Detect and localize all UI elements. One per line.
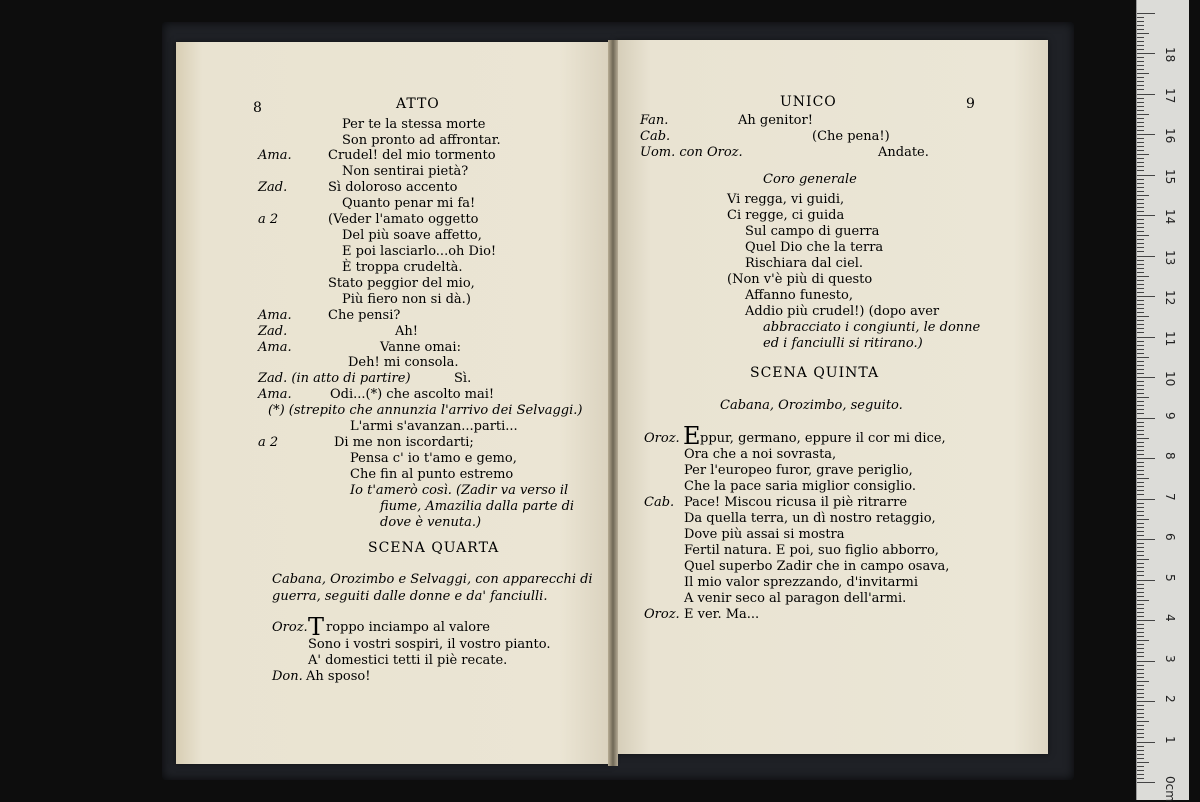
ruler-tick	[1137, 636, 1144, 637]
ruler-label: 14	[1163, 209, 1177, 225]
ruler-label: 12	[1163, 290, 1177, 306]
ruler-tick	[1137, 571, 1144, 572]
ruler-tick	[1137, 377, 1155, 378]
ruler-label: 16	[1163, 128, 1177, 144]
ruler-tick	[1137, 397, 1149, 398]
ruler-tick	[1137, 746, 1144, 747]
speaker-label: a 2	[258, 212, 279, 227]
ruler-label: 9	[1163, 411, 1177, 420]
verse-line: Fertil natura. E poi, suo figlio abborro,	[684, 543, 939, 558]
speaker-label: Ama.	[258, 387, 292, 402]
ruler-tick	[1137, 260, 1144, 261]
ruler-tick	[1137, 280, 1144, 281]
speaker-label: Oroz.	[644, 607, 680, 622]
ruler-tick	[1137, 41, 1144, 42]
ruler-tick	[1137, 608, 1144, 609]
right-page-number: 9	[966, 96, 976, 112]
ruler-tick	[1137, 418, 1155, 419]
verse-line: A venir seco al paragon dell'armi.	[684, 591, 907, 606]
ruler-tick	[1137, 596, 1144, 597]
ruler-tick	[1137, 195, 1149, 196]
ruler-tick	[1137, 53, 1155, 54]
ruler-tick	[1137, 616, 1144, 617]
ruler-tick	[1137, 462, 1144, 463]
ruler-tick	[1137, 697, 1144, 698]
ruler-tick	[1137, 130, 1144, 131]
verse-line: Vanne omai:	[380, 340, 461, 355]
ruler-tick	[1137, 349, 1144, 350]
ruler-tick	[1137, 203, 1144, 204]
ruler-tick	[1137, 770, 1144, 771]
ruler-tick	[1137, 256, 1155, 257]
chorus-line: ed i fanciulli si ritirano.)	[763, 336, 923, 351]
ruler-tick	[1137, 632, 1144, 633]
ruler-tick	[1137, 114, 1149, 115]
ruler-tick	[1137, 61, 1144, 62]
ruler-tick	[1137, 669, 1144, 670]
verse-line: Pace! Miscou ricusa il piè ritrarre	[684, 495, 908, 510]
verse-line: Da quella terra, un dì nostro retaggio,	[684, 511, 936, 526]
ruler-tick	[1137, 547, 1144, 548]
ruler-tick	[1137, 624, 1144, 625]
drop-initial: E	[683, 422, 701, 450]
ruler-tick	[1137, 754, 1144, 755]
ruler-tick	[1137, 588, 1144, 589]
verse-line: Del più soave affetto,	[342, 228, 482, 243]
ruler-tick	[1137, 458, 1155, 459]
ruler-tick	[1137, 57, 1144, 58]
ruler-tick	[1137, 486, 1144, 487]
verse-line: Io t'amerò così. (Zadir va verso il	[350, 483, 569, 498]
ruler-tick	[1137, 782, 1155, 783]
ruler-tick	[1137, 146, 1144, 147]
verse-line: Che pensi?	[328, 308, 401, 323]
chorus-line: Vi regga, vi guidi,	[727, 192, 845, 207]
left-scene-title: SCENA QUARTA	[368, 540, 500, 556]
ruler-tick	[1137, 405, 1144, 406]
ruler-tick	[1137, 543, 1144, 544]
verse-line: E poi lasciarlo...oh Dio!	[342, 244, 497, 259]
ruler-tick	[1137, 584, 1144, 585]
ruler-tick	[1137, 29, 1144, 30]
ruler-tick	[1137, 762, 1149, 763]
ruler-tick	[1137, 179, 1144, 180]
chorus-line: Ci regge, ci guida	[727, 208, 845, 223]
verse-line: Non sentirai pietà?	[342, 164, 469, 179]
chorus-line: Affanno funesto,	[745, 288, 853, 303]
ruler-tick	[1137, 268, 1144, 269]
ruler-tick	[1137, 369, 1144, 370]
ruler-tick	[1137, 94, 1155, 95]
ruler-tick	[1137, 357, 1149, 358]
ruler-tick	[1137, 49, 1144, 50]
ruler-tick	[1137, 705, 1144, 706]
ruler-tick	[1137, 413, 1144, 414]
ruler-label: 15	[1163, 168, 1177, 184]
verse-line: Son pronto ad affrontar.	[342, 133, 501, 148]
ruler-tick	[1137, 446, 1144, 447]
ruler-tick	[1137, 207, 1144, 208]
ruler-tick	[1137, 365, 1144, 366]
ruler-tick	[1137, 721, 1149, 722]
chorus-line: abbracciato i congiunti, le donne	[763, 320, 981, 335]
ruler-tick	[1137, 515, 1144, 516]
right-running-head: UNICO	[780, 94, 837, 110]
ruler-tick	[1137, 454, 1144, 455]
ruler-tick	[1137, 85, 1144, 86]
ruler-tick	[1137, 434, 1144, 435]
chorus-line: Sul campo di guerra	[745, 224, 880, 239]
ruler-tick	[1137, 656, 1144, 657]
ruler-tick	[1137, 154, 1149, 155]
ruler-tick	[1137, 709, 1144, 710]
ruler-tick	[1137, 122, 1144, 123]
ruler-tick	[1137, 187, 1144, 188]
ruler-tick	[1137, 158, 1144, 159]
ruler-tick	[1137, 661, 1155, 662]
ruler-tick	[1137, 640, 1149, 641]
verse-line: Sì doloroso accento	[328, 180, 458, 195]
ruler-tick	[1137, 689, 1144, 690]
verse-line: Più fiero non si dà.)	[342, 292, 471, 307]
verse-line: Quel superbo Zadir che in campo osava,	[684, 559, 950, 574]
ruler-tick	[1137, 316, 1149, 317]
verse-line: roppo inciampo al valore	[326, 620, 490, 635]
ruler-tick	[1137, 733, 1144, 734]
ruler-tick	[1137, 644, 1144, 645]
right-scene-title: SCENA QUINTA	[750, 365, 880, 381]
ruler-tick	[1137, 243, 1144, 244]
ruler-tick	[1137, 693, 1144, 694]
verse-line: dove è venuta.)	[380, 515, 482, 530]
ruler-tick	[1137, 134, 1155, 135]
ruler-tick	[1137, 758, 1144, 759]
ruler-tick	[1137, 191, 1144, 192]
ruler-tick	[1137, 227, 1144, 228]
chorus-line: Rischiara dal ciel.	[745, 256, 864, 271]
ruler-tick	[1137, 729, 1144, 730]
ruler-tick	[1137, 466, 1144, 467]
measuring-ruler	[1136, 0, 1189, 800]
ruler-tick	[1137, 337, 1155, 338]
ruler-tick	[1137, 717, 1144, 718]
left-scene-cast-2: guerra, seguiti dalle donne e da' fanciulli.	[272, 589, 548, 604]
ruler-tick	[1137, 215, 1155, 216]
ruler-tick	[1137, 393, 1144, 394]
ruler-tick	[1137, 592, 1144, 593]
verse-line: Crudel! del mio tormento	[328, 148, 496, 163]
ruler-tick	[1137, 300, 1144, 301]
ruler-label: 3	[1163, 654, 1177, 663]
ruler-tick	[1137, 499, 1155, 500]
ruler-tick	[1137, 284, 1144, 285]
ruler-label: 13	[1163, 249, 1177, 265]
ruler-tick	[1137, 98, 1144, 99]
verse-line: Ora che a noi sovrasta,	[684, 447, 837, 462]
ruler-tick	[1137, 535, 1144, 536]
ruler-tick	[1137, 65, 1144, 66]
verse-line: E ver. Ma...	[684, 607, 760, 622]
ruler-tick	[1137, 235, 1149, 236]
verse-line: Di me non iscordarti;	[334, 435, 474, 450]
ruler-tick	[1137, 600, 1149, 601]
ruler-tick	[1137, 288, 1144, 289]
ruler-tick	[1137, 320, 1144, 321]
ruler-tick	[1137, 519, 1149, 520]
speaker-label: a 2	[258, 435, 279, 450]
ruler-tick	[1137, 264, 1144, 265]
ruler-tick	[1137, 199, 1144, 200]
ruler-tick	[1137, 373, 1144, 374]
ruler-label: 18	[1163, 47, 1177, 63]
book-gutter	[608, 40, 618, 766]
verse-line: Deh! mi consola.	[348, 355, 459, 370]
ruler-tick	[1137, 648, 1144, 649]
chorus-line: Quel Dio che la terra	[745, 240, 884, 255]
ruler-tick	[1137, 247, 1144, 248]
ruler-tick	[1137, 494, 1144, 495]
ruler-tick	[1137, 353, 1144, 354]
ruler-tick	[1137, 231, 1144, 232]
ruler-tick	[1137, 308, 1144, 309]
verse-line: Dove più assai si mostra	[684, 527, 845, 542]
ruler-tick	[1137, 438, 1149, 439]
ruler-tick	[1137, 13, 1155, 14]
speaker-label: Fan.	[640, 113, 669, 128]
verse-line: Per te la stessa morte	[342, 117, 486, 132]
ruler-tick	[1137, 450, 1144, 451]
speaker-label: Zad.	[258, 324, 288, 339]
ruler-label: 6	[1163, 533, 1177, 541]
speaker-label: Zad.	[258, 180, 288, 195]
ruler-tick	[1137, 69, 1144, 70]
ruler-tick	[1137, 401, 1144, 402]
ruler-tick	[1137, 685, 1144, 686]
ruler-tick	[1137, 490, 1144, 491]
ruler-tick	[1137, 774, 1144, 775]
ruler-label: 1	[1163, 735, 1177, 744]
ruler-tick	[1137, 766, 1144, 767]
ruler-label: 5	[1163, 573, 1177, 582]
ruler-tick	[1137, 17, 1144, 18]
speaker-label: Oroz.	[272, 620, 308, 635]
ruler-label: 7	[1163, 492, 1177, 501]
left-scene-cast-1: Cabana, Orozimbo e Selvaggi, con apparecchi di	[272, 572, 593, 587]
verse-line: Sono i vostri sospiri, il vostro pianto.	[308, 637, 551, 652]
ruler-tick	[1137, 21, 1144, 22]
ruler-tick	[1137, 292, 1144, 293]
ruler-label: 8	[1163, 452, 1177, 460]
ruler-tick	[1137, 328, 1144, 329]
verse-line: Che fin al punto estremo	[350, 467, 514, 482]
verse-line: Quanto penar mi fa!	[342, 196, 476, 211]
verse-line: fiume, Amazilia dalla parte di	[380, 499, 575, 514]
verse-line: (Veder l'amato oggetto	[328, 212, 479, 227]
speaker-label: Ama.	[258, 148, 292, 163]
ruler-tick	[1137, 166, 1144, 167]
ruler-tick	[1137, 312, 1144, 313]
ruler-tick	[1137, 381, 1144, 382]
ruler-tick	[1137, 118, 1144, 119]
speaker-label: Oroz.	[644, 431, 680, 446]
verse-line: Pensa c' io t'amo e gemo,	[350, 451, 517, 466]
ruler-tick	[1137, 426, 1144, 427]
ruler-tick	[1137, 580, 1155, 581]
verse-line: Ah genitor!	[738, 113, 813, 128]
ruler-tick	[1137, 110, 1144, 111]
ruler-tick	[1137, 620, 1155, 621]
ruler-tick	[1137, 276, 1149, 277]
ruler-tick	[1137, 211, 1144, 212]
ruler-tick	[1137, 175, 1155, 176]
ruler-tick	[1137, 409, 1144, 410]
ruler-tick	[1137, 575, 1144, 576]
ruler-tick	[1137, 527, 1144, 528]
ruler-tick	[1137, 183, 1144, 184]
ruler-tick	[1137, 612, 1144, 613]
ruler-tick	[1137, 389, 1144, 390]
chorus-line: (Non v'è più di questo	[727, 272, 873, 287]
ruler-tick	[1137, 162, 1144, 163]
ruler-tick	[1137, 725, 1144, 726]
drop-initial: T	[308, 613, 325, 641]
ruler-tick	[1137, 442, 1144, 443]
ruler-tick	[1137, 361, 1144, 362]
chorus-title: Coro generale	[763, 172, 857, 187]
ruler-tick	[1137, 511, 1144, 512]
verse-line: Stato peggior del mio,	[328, 276, 475, 291]
ruler-tick	[1137, 539, 1155, 540]
ruler-tick	[1137, 742, 1155, 743]
ruler-tick	[1137, 652, 1144, 653]
verse-line: L'armi s'avanzan...parti...	[350, 419, 518, 434]
ruler-tick	[1137, 37, 1144, 38]
ruler-tick	[1137, 150, 1144, 151]
verse-line: Ah!	[395, 324, 418, 339]
ruler-tick	[1137, 701, 1155, 702]
ruler-tick	[1137, 341, 1144, 342]
ruler-tick	[1137, 138, 1144, 139]
ruler-tick	[1137, 563, 1144, 564]
ruler-label: 10	[1163, 371, 1177, 387]
ruler-tick	[1137, 106, 1144, 107]
ruler-tick	[1137, 81, 1144, 82]
ruler-tick	[1137, 332, 1144, 333]
ruler-label: 17	[1163, 87, 1177, 103]
verse-line: Il mio valor sprezzando, d'invitarmi	[684, 575, 919, 590]
ruler-tick	[1137, 470, 1144, 471]
ruler-tick	[1137, 681, 1149, 682]
speaker-label: Cab.	[644, 495, 675, 510]
ruler-tick	[1137, 628, 1144, 629]
ruler-tick	[1137, 559, 1149, 560]
verse-line: ppur, germano, eppure il cor mi dice,	[700, 431, 946, 446]
ruler-tick	[1137, 345, 1144, 346]
ruler-tick	[1137, 296, 1155, 297]
verse-line: (*) (strepito che annunzia l'arrivo dei Selvaggi.)	[268, 403, 583, 418]
right-scene-cast: Cabana, Orozimbo, seguito.	[720, 398, 903, 413]
ruler-tick	[1137, 422, 1144, 423]
verse-line: Per l'europeo furor, grave periglio,	[684, 463, 913, 478]
ruler-tick	[1137, 102, 1144, 103]
ruler-tick	[1137, 25, 1144, 26]
ruler-label: 0cm	[1163, 776, 1177, 802]
speaker-label: Ama.	[258, 308, 292, 323]
ruler-tick	[1137, 430, 1144, 431]
speaker-label: Zad. (in atto di partire)	[258, 371, 411, 386]
ruler-tick	[1137, 567, 1144, 568]
ruler-tick	[1137, 272, 1144, 273]
ruler-label: 2	[1163, 695, 1177, 703]
ruler-tick	[1137, 170, 1144, 171]
ruler-tick	[1137, 239, 1144, 240]
left-running-head: ATTO	[396, 96, 440, 112]
ruler-tick	[1137, 223, 1144, 224]
speaker-label: Don.	[272, 669, 303, 684]
ruler-tick	[1137, 677, 1144, 678]
chorus-line: Addio più crudel!) (dopo aver	[745, 304, 940, 319]
ruler-tick	[1137, 385, 1144, 386]
ruler-tick	[1137, 713, 1144, 714]
speaker-label: Ama.	[258, 340, 292, 355]
verse-line: Che la pace saria miglior consiglio.	[684, 479, 917, 494]
ruler-tick	[1137, 523, 1144, 524]
ruler-tick	[1137, 33, 1149, 34]
ruler-tick	[1137, 507, 1144, 508]
ruler-tick	[1137, 551, 1144, 552]
ruler-tick	[1137, 251, 1144, 252]
ruler-tick	[1137, 304, 1144, 305]
verse-line: (Che pena!)	[812, 129, 890, 144]
ruler-tick	[1137, 478, 1149, 479]
ruler-tick	[1137, 673, 1144, 674]
ruler-tick	[1137, 665, 1144, 666]
ruler-tick	[1137, 45, 1144, 46]
ruler-tick	[1137, 142, 1144, 143]
speaker-label: Cab.	[640, 129, 671, 144]
ruler-tick	[1137, 778, 1144, 779]
verse-line: Odi...(*) che ascolto mai!	[330, 387, 495, 402]
ruler-tick	[1137, 474, 1144, 475]
verse-line: Ah sposo!	[306, 669, 371, 684]
verse-line: Sì.	[454, 371, 472, 386]
ruler-tick	[1137, 750, 1144, 751]
left-page-number: 8	[253, 100, 263, 116]
ruler-tick	[1137, 555, 1144, 556]
ruler-label: 4	[1163, 614, 1177, 622]
ruler-tick	[1137, 604, 1144, 605]
ruler-tick	[1137, 531, 1144, 532]
verse-line: A' domestici tetti il piè recate.	[308, 653, 508, 668]
verse-line: È troppa crudeltà.	[342, 260, 463, 275]
ruler-tick	[1137, 482, 1144, 483]
ruler-label: 11	[1163, 330, 1177, 346]
speaker-label: Uom. con Oroz.	[640, 145, 743, 160]
ruler-tick	[1137, 126, 1144, 127]
ruler-tick	[1137, 219, 1144, 220]
ruler-tick	[1137, 737, 1144, 738]
ruler-tick	[1137, 89, 1144, 90]
ruler-tick	[1137, 324, 1144, 325]
verse-line: Andate.	[878, 145, 929, 160]
ruler-tick	[1137, 503, 1144, 504]
ruler-tick	[1137, 77, 1144, 78]
ruler-tick	[1137, 73, 1149, 74]
